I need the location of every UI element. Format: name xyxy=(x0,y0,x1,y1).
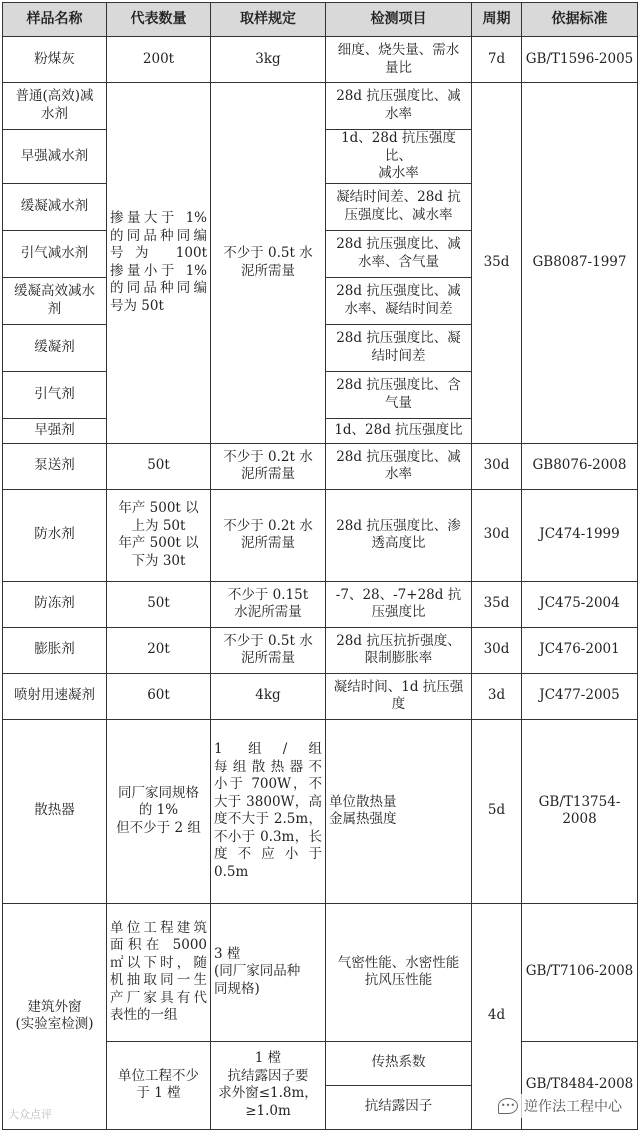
quantity-cell xyxy=(107,903,211,1041)
standard-cell: GB8076-2008 xyxy=(522,443,638,489)
table-row xyxy=(3,903,638,1041)
test-items-cell xyxy=(326,37,472,83)
cell-text-line: 28d 抗压强度比、凝 xyxy=(336,330,461,347)
sampling-cell xyxy=(211,1041,326,1129)
cell-text-line: 压强度比 xyxy=(371,604,426,621)
table-row xyxy=(3,37,638,83)
test-items-cell xyxy=(326,230,472,277)
standard-cell: GB/T13754-2008 xyxy=(522,719,638,903)
test-items-cell xyxy=(326,719,472,903)
test-items-cell xyxy=(326,371,472,418)
cell-text-line: 剂 xyxy=(47,300,62,317)
cell-text-line: 不少于 0.15t xyxy=(227,586,309,603)
sampling-cell xyxy=(211,719,326,903)
watermark-left: 大众点评 xyxy=(8,1108,52,1121)
cell-text-line: 28d 抗压抗折强度、 xyxy=(336,632,461,649)
sample-name-cell xyxy=(3,183,107,230)
cell-text-line: 大于 3800W，高 xyxy=(214,793,322,810)
cell-text-line: (同厂家同品种 xyxy=(214,963,301,980)
header-sampling: 取样规定 xyxy=(211,3,326,37)
cell-text-line: 同厂家同规格 xyxy=(118,784,199,801)
sample-name-cell xyxy=(3,130,107,184)
period-cell: 3d xyxy=(472,673,522,719)
cell-text-line: 每组散热器不 xyxy=(214,758,322,775)
cell-text-line: 早强减水剂 xyxy=(20,147,89,164)
cell-text-line: 气密性能、水密性能 xyxy=(337,954,460,971)
cell-text-line: 单位散热量 xyxy=(329,793,397,810)
cell-text-line: 单位工程不少 xyxy=(118,1067,199,1084)
cell-text-line: 水率、凝结时间差 xyxy=(344,300,453,317)
cell-text-line: 28d 抗压强度比、减 xyxy=(336,88,461,105)
sampling-cell xyxy=(211,903,326,1041)
cell-text-line: 度 xyxy=(391,696,406,713)
sample-name-cell: 散热器 xyxy=(3,719,107,903)
test-items-cell xyxy=(326,277,472,324)
standard-cell: GB/T7106-2008 xyxy=(522,903,638,1041)
cell-text-line: 28d 抗压强度比、减 xyxy=(336,236,461,253)
cell-text-line: 不少于 0.2t 水 xyxy=(223,448,313,465)
period-cell: 5d xyxy=(472,719,522,903)
table-header-row xyxy=(3,3,638,37)
cell-text-line: 引气剂 xyxy=(34,385,75,402)
cell-text-line: 28d 抗压强度比、含 xyxy=(336,377,461,394)
period-cell: 30d xyxy=(472,443,522,489)
sample-name-cell: 粉煤灰 xyxy=(3,37,107,83)
cell-text-line: 掺量大于 1% xyxy=(110,210,207,227)
cell-text-line: 缓凝减水剂 xyxy=(20,197,89,214)
cell-text-line: 泥所需量 xyxy=(241,262,295,279)
sample-name-cell: 喷射用速凝剂 xyxy=(3,673,107,719)
cell-text-line: 号为 100t xyxy=(110,245,207,262)
standard-cell: JC474-1999 xyxy=(522,489,638,581)
quantity-cell xyxy=(107,83,211,444)
cell-text-line: 0.5m xyxy=(214,863,249,880)
cell-text-line: 不少于 0.5t 水 xyxy=(223,632,313,649)
cell-text-line: 面积在 5000 xyxy=(110,937,207,954)
cell-text-line: 的 1% xyxy=(138,802,179,819)
cell-text-line: 求外窗≤1.8m， xyxy=(218,1085,318,1102)
test-items-cell xyxy=(326,130,472,184)
cell-text-line: 度不大于 2.5m， xyxy=(214,811,322,828)
table-row xyxy=(3,673,638,719)
cell-text-line: 水率 xyxy=(385,106,412,122)
cell-text-line: (实验室检测) xyxy=(15,1016,94,1033)
cell-text-line: 凝结时间、1d 抗压强 xyxy=(333,678,464,695)
cell-text-line: 1 樘 xyxy=(254,1050,282,1067)
cell-text-line: 泥所需量 xyxy=(241,650,295,667)
cell-text-line: 单位工程建筑 xyxy=(110,919,207,936)
standard-cell: GB/T1596-2005 xyxy=(522,37,638,83)
cell-text-line: ㎡以下时，随 xyxy=(110,954,207,971)
table-row xyxy=(3,83,638,130)
cell-text-line: 掺量小于 1% xyxy=(110,262,207,279)
test-items-cell xyxy=(326,903,472,1041)
table-row xyxy=(3,627,638,673)
test-items-cell xyxy=(326,324,472,371)
cell-text-line: 细度、烧失量、需水 xyxy=(337,41,460,58)
cell-text-line: 抗风压性能 xyxy=(364,972,433,989)
table-row xyxy=(3,489,638,581)
quantity-cell: 50t xyxy=(107,581,211,627)
test-items-cell xyxy=(326,489,472,581)
period-cell: 30d xyxy=(472,627,522,673)
header-sample-name: 样品名称 xyxy=(3,3,107,37)
cell-text-line: ≥1.0m xyxy=(245,1102,291,1119)
sampling-cell xyxy=(211,83,326,444)
sampling-cell: 4kg xyxy=(211,673,326,719)
cell-text-line: 下为 30t xyxy=(131,552,186,569)
cell-text-line: 表性的一组 xyxy=(110,1007,178,1024)
quantity-cell: 60t xyxy=(107,673,211,719)
cell-text-line: 水剂 xyxy=(41,106,68,122)
sample-name-cell xyxy=(3,324,107,371)
cell-text-line: 28d 抗压强度比、渗 xyxy=(336,517,461,534)
cell-text-line: 产厂家具有代 xyxy=(110,989,207,1006)
cell-text-line: -7、28、-7+28d 抗 xyxy=(335,586,462,603)
sample-name-cell xyxy=(3,418,107,443)
cell-text-line: 凝结时间差、28d 抗 xyxy=(336,189,461,206)
quantity-cell: 50t xyxy=(107,443,211,489)
cell-text-line: 建筑外窗 xyxy=(27,998,82,1015)
quantity-cell: 20t xyxy=(107,627,211,673)
cell-text-line: 的同品种同编 xyxy=(110,280,207,297)
sample-name-cell: 防水剂 xyxy=(3,489,107,581)
sample-name-cell: 防冻剂 xyxy=(3,581,107,627)
cell-text-line: 上为 50t xyxy=(131,517,186,534)
watermark-right-label: 逆作法工程中心 xyxy=(524,1099,622,1115)
test-items-cell: 抗结露因子 xyxy=(326,1085,472,1129)
test-items-cell: 传热系数 xyxy=(326,1041,472,1085)
cell-text-line: 泥所需量 xyxy=(241,535,295,552)
cell-text-line: 1d、28d 抗压强度比 xyxy=(334,421,463,438)
cell-text-line: 28d 抗压强度比、减 xyxy=(336,448,461,465)
cell-text-line: 年产 500t 以 xyxy=(118,535,199,552)
cell-text-line: 水率、含气量 xyxy=(358,253,439,270)
cell-text-line: 气量 xyxy=(385,394,412,411)
sample-name-cell: 膨胀剂 xyxy=(3,627,107,673)
cell-text-line: 28d 抗压强度比、减 xyxy=(336,283,461,300)
cell-text-line: 普通(高效)减 xyxy=(15,88,94,105)
period-cell: 30d xyxy=(472,489,522,581)
cell-text-line: 小于 700W，不 xyxy=(214,776,322,793)
cell-text-line: 结时间差 xyxy=(371,347,426,364)
cell-text-line: 泥所需量 xyxy=(241,466,295,483)
cell-text-line: 不少于 0.2t 水 xyxy=(223,517,313,534)
sampling-cell xyxy=(211,627,326,673)
cell-text-line: 同规格) xyxy=(214,980,260,997)
test-items-cell xyxy=(326,183,472,230)
header-standard: 依据标准 xyxy=(522,3,638,37)
cell-text-line: 水泥所需量 xyxy=(234,604,302,621)
test-items-cell xyxy=(326,83,472,130)
sampling-cell xyxy=(211,489,326,581)
standard-cell: GB8087-1997 xyxy=(522,83,638,444)
cell-text-line: 水率 xyxy=(385,466,412,483)
cell-text-line: 量比 xyxy=(385,59,412,76)
sampling-cell: 3kg xyxy=(211,37,326,83)
sample-name-cell xyxy=(3,83,107,130)
cell-text-line: 的同品种同编 xyxy=(110,227,207,244)
cell-text-line: 引气减水剂 xyxy=(20,244,89,261)
cell-text-line: 号为 50t xyxy=(110,297,164,314)
standard-cell: JC475-2004 xyxy=(522,581,638,627)
cell-text-line: 不小于 0.3m，长 xyxy=(214,828,322,845)
standard-cell: GB/T8484-2008 xyxy=(522,1041,638,1129)
test-items-cell xyxy=(326,627,472,673)
quantity-cell xyxy=(107,1041,211,1129)
test-items-cell xyxy=(326,443,472,489)
cell-text-line: 限制膨胀率 xyxy=(364,650,433,667)
sample-name-cell xyxy=(3,277,107,324)
cell-text-line: 于 1 樘 xyxy=(136,1085,181,1102)
sample-name-cell xyxy=(3,230,107,277)
cell-text-line: 3 樘 xyxy=(214,945,241,962)
cell-text-line: 金属热强度 xyxy=(329,811,397,828)
table-row xyxy=(3,719,638,903)
cell-text-line: 早强剂 xyxy=(34,421,75,438)
table-row xyxy=(3,581,638,627)
cell-text-line: 不少于 0.5t 水 xyxy=(223,245,313,262)
standard-cell: JC477-2005 xyxy=(522,673,638,719)
sample-name-cell: 泵送剂 xyxy=(3,443,107,489)
cell-text-line: 缓凝剂 xyxy=(34,338,75,355)
cell-text-line: 1d、28d 抗压强度比、 xyxy=(341,130,456,164)
header-quantity: 代表数量 xyxy=(107,3,211,37)
standard-cell: JC476-2001 xyxy=(522,627,638,673)
sample-name-cell xyxy=(3,903,107,1129)
cell-text-line: 压强度比、减水率 xyxy=(344,206,453,223)
period-cell: 35d xyxy=(472,581,522,627)
table-row xyxy=(3,443,638,489)
period-cell: 35d xyxy=(472,83,522,444)
sampling-standards-table xyxy=(2,2,638,1130)
period-cell: 4d xyxy=(472,903,522,1129)
cell-text-line: 1 组/组 xyxy=(214,740,322,757)
watermark-right xyxy=(494,1094,626,1118)
cell-text-line: 但不少于 2 组 xyxy=(116,819,201,836)
test-items-cell xyxy=(326,673,472,719)
sampling-cell xyxy=(211,581,326,627)
quantity-cell: 200t xyxy=(107,37,211,83)
header-test-items: 检测项目 xyxy=(326,3,472,37)
sample-name-cell xyxy=(3,371,107,418)
test-items-cell xyxy=(326,581,472,627)
cell-text-line: 年产 500t 以 xyxy=(118,500,199,517)
cell-text-line: 机抽取同一生 xyxy=(110,972,207,989)
quantity-cell xyxy=(107,489,211,581)
cell-text-line: 减水率 xyxy=(378,165,419,182)
cell-text-line: 缓凝高效减水 xyxy=(14,283,95,300)
cell-text-line: 度 不 应 小 于 xyxy=(214,846,322,863)
header-period: 周期 xyxy=(472,3,522,37)
period-cell: 7d xyxy=(472,37,522,83)
quantity-cell xyxy=(107,719,211,903)
cell-text-line: 抗结露因子要 xyxy=(227,1067,309,1084)
wechat-icon: ••• xyxy=(498,1098,518,1114)
test-items-cell xyxy=(326,418,472,443)
sampling-cell xyxy=(211,443,326,489)
cell-text-line: 透高度比 xyxy=(371,535,426,552)
